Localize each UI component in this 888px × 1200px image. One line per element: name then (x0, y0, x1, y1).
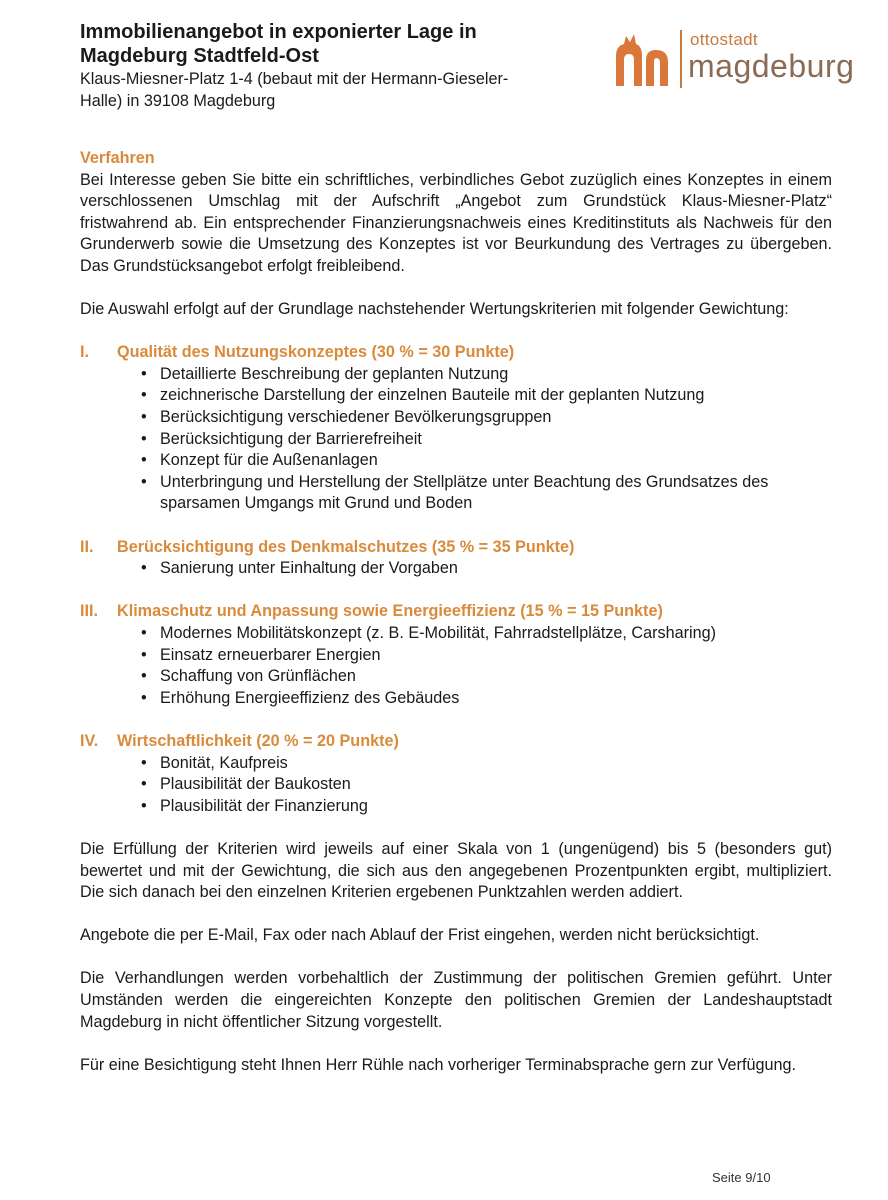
criterion-list (80, 558, 832, 580)
page-title: Immobilienangebot in exponierter Lage in Magdeburg Stadtfeld-Ost (80, 21, 477, 67)
criterion-heading (80, 601, 832, 623)
section-heading-verfahren: Verfahren (80, 149, 155, 167)
logo-text-magdeburg: magdeburg (688, 48, 855, 84)
criterion-title: Wirtschaftlichkeit (20 % = 20 Punkte) (117, 731, 399, 750)
list-item: • Modernes Mobilitätskonzept (z. B. E-Mobilität, Fahrradstellplätze, Carsharing) (141, 623, 832, 645)
criterion-list (80, 753, 832, 818)
list-item: • Konzept für die Außenanlagen (141, 450, 832, 472)
criterion-heading (80, 537, 832, 559)
criterion-number: IV. (80, 731, 99, 750)
criterion-2 (80, 537, 832, 580)
page-number: Seite 9/10 (712, 1170, 771, 1185)
criterion-4 (80, 731, 832, 817)
criterion-title: Qualität des Nutzungskonzeptes (30 % = 30 Punkte) (117, 343, 515, 362)
criterion-1 (80, 342, 832, 515)
logo-text-ottostadt: ottostadt (690, 30, 758, 49)
criterion-heading (80, 731, 832, 753)
criterion-title: Berücksichtigung des Denkmalschutzes (35 % = 35 Punkte) (117, 537, 575, 556)
criterion-heading (80, 342, 832, 364)
list-item: • Unterbringung und Herstellung der Stellplätze unter Beachtung des Grundsatzes des sparsamen Umgangs mit Grund und Boden (141, 472, 832, 515)
besichtigung-paragraph: Für eine Besichtigung steht Ihnen Herr Rühle nach vorheriger Terminabsprache gern zur Verfügung. (80, 1055, 796, 1074)
verfahren-paragraph: Bei Interesse geben Sie bitte ein schriftliches, verbindliches Gebot zuzüglich eines Konzeptes in einem verschlossenen Umschlag mit der Aufschrift „Angebot zum Grundstück Klaus-Miesner-Platz“ fristwahrend ab. Ein entsprechender Finanzierungsnachweis eines Kreditinstituts als Nachweis für den Grunderwerb sowie die Umsetzung des Konzeptes ist vor Beurkundung des Vertrages zu übergeben. Das Grundstücksangebot erfolgt freibleibend. (80, 170, 832, 275)
list-item: • Schaffung von Grünflächen (141, 666, 832, 688)
criterion-number: II. (80, 537, 94, 556)
criterion-3 (80, 601, 832, 709)
list-item: • Erhöhung Energieeffizienz des Gebäudes (141, 688, 832, 710)
document-page (80, 20, 832, 1076)
list-item: • Berücksichtigung verschiedener Bevölkerungsgruppen (141, 407, 832, 429)
criterion-number: III. (80, 602, 98, 621)
criterion-title: Klimaschutz und Anpassung sowie Energieeffizienz (15 % = 15 Punkte) (117, 602, 663, 621)
list-item: • zeichnerische Darstellung der einzelnen Bauteile mit der geplanten Nutzung (141, 385, 832, 407)
criterion-list (80, 364, 832, 515)
fristen-paragraph: Angebote die per E-Mail, Fax oder nach Ablauf der Frist eingehen, werden nicht berücksichtigt. (80, 926, 760, 945)
page-subtitle: Klaus-Miesner-Platz 1-4 (bebaut mit der Hermann-Gieseler-Halle) in 39108 Magdeburg (80, 70, 509, 110)
bewertung-paragraph: Die Erfüllung der Kriterien wird jeweils auf einer Skala von 1 (ungenügend) bis 5 (besonders gut) bewertet und mit der Gewichtung, die sich aus den angegebenen Prozentpunkten ergibt, multipliziert. Die sich danach bei den einzelnen Kriterien ergebenen Punktzahlen werden addiert. (80, 839, 832, 902)
list-item: • Bonität, Kaufpreis (141, 753, 832, 775)
list-item: • Einsatz erneuerbarer Energien (141, 645, 832, 667)
criterion-list (80, 623, 832, 709)
list-item: • Detaillierte Beschreibung der geplanten Nutzung (141, 364, 832, 386)
criterion-number: I. (80, 343, 89, 362)
list-item: • Plausibilität der Finanzierung (141, 796, 832, 818)
auswahl-paragraph: Die Auswahl erfolgt auf der Grundlage nachstehender Wertungskriterien mit folgender Gewichtung: (80, 300, 789, 319)
verhandlungen-paragraph: Die Verhandlungen werden vorbehaltlich der Zustimmung der politischen Gremien geführt. Unter Umständen werden die eingereichten Konzepte den politischen Gremien der Landeshauptstadt Magdeburg in nicht öffentlicher Sitzung vorgestellt. (80, 969, 832, 1031)
list-item: • Sanierung unter Einhaltung der Vorgaben (141, 558, 832, 580)
list-item: • Plausibilität der Baukosten (141, 774, 832, 796)
list-item: • Berücksichtigung der Barrierefreiheit (141, 429, 832, 451)
